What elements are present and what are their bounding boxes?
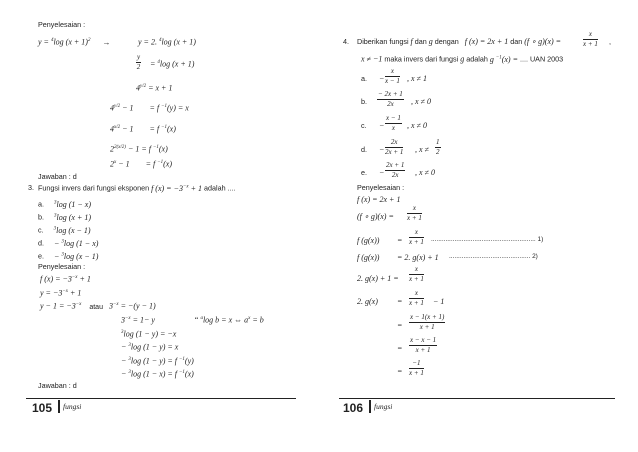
identity-note: “ $^a$log b = x ⇔ $a^x = b$ bbox=[194, 315, 264, 325]
footer-rule bbox=[26, 398, 296, 399]
option-c-label: c. bbox=[361, 121, 367, 130]
question-number: 4. bbox=[343, 37, 349, 46]
page-number: 106 bbox=[343, 401, 364, 415]
math-line: = bbox=[397, 344, 403, 353]
math-line: $2^{2(x/2)} - 1 = f$ $^{-1}$(x) bbox=[110, 144, 168, 154]
math-line: $4^{x/2} - 1 = f$ $^{-1}$(x) bbox=[110, 124, 176, 134]
math-line: − $^3$log (1 − y) = x bbox=[121, 342, 179, 352]
option-a: a. $^3$log (1 − x) bbox=[38, 199, 91, 209]
solution-label: Penyelesaian : bbox=[38, 262, 86, 271]
math-line: f $(x) = -3^{-x} + 1$ bbox=[40, 274, 91, 284]
math-line: = bbox=[397, 321, 403, 330]
question-text: Fungsi invers dari fungsi eksponen f $(x) = -3^{-x} + 1$ adalah .... bbox=[38, 183, 236, 193]
footer-divider bbox=[58, 400, 60, 413]
math-line: = bbox=[397, 367, 403, 376]
math-line: = bbox=[397, 297, 403, 306]
solution-label: Penyelesaian : bbox=[357, 183, 405, 192]
fraction: $\frac{x}{x - 1}$ bbox=[385, 67, 400, 85]
math-line: $4^{y/2} - 1 = f$ $^{-1}$(y) = x bbox=[110, 103, 189, 113]
math-line: 2. g(x) + 1 = bbox=[357, 274, 399, 283]
math-line: , x ≠ 0 bbox=[415, 168, 435, 177]
math-line: y = 2. $^4$log (x + 1) bbox=[138, 37, 196, 47]
solution-label: Penyelesaian : bbox=[38, 20, 86, 29]
fraction: $\frac{y}{2}$ bbox=[136, 53, 141, 71]
math-line: − bbox=[379, 121, 385, 130]
math-line: $^3$log (1 − y) = −x bbox=[121, 329, 177, 339]
math-line: , x ≠ 0 bbox=[407, 121, 427, 130]
option-b-label: b. bbox=[361, 97, 367, 106]
math-line: f (g(x)) bbox=[357, 236, 380, 245]
option-d: d. − $^3$log (1 − x) bbox=[38, 238, 99, 248]
math-line: = 2. g(x) + 1 bbox=[397, 253, 439, 262]
option-b: b. $^3$log (x + 1) bbox=[38, 212, 91, 222]
math-line: , x ≠ bbox=[415, 145, 429, 154]
math-line: y = $^4$log $(x + 1)^2$ → bbox=[38, 37, 111, 47]
footer-divider bbox=[369, 400, 371, 413]
question-number: 3. bbox=[28, 183, 34, 192]
equation-ref: ............................................. 2) bbox=[449, 253, 538, 260]
fraction: $\frac{x - 1}{x}$ bbox=[386, 114, 401, 132]
fraction: $\frac{-1}{x + 1}$ bbox=[409, 359, 424, 377]
math-line: , x ≠ 1 bbox=[407, 74, 427, 83]
fraction: $\frac{x}{x + 1}$ bbox=[409, 265, 424, 283]
math-line: f (x) = 2x + 1 bbox=[357, 195, 401, 204]
fraction: $\frac{2x + 1}{2x}$ bbox=[386, 161, 405, 179]
math-line: $4^{y/2} = x + 1$ bbox=[136, 83, 173, 93]
math-line: $y - 1 = -3^{-x}$ atau $3^{-x} = -(y - 1)$ bbox=[40, 301, 156, 311]
fraction: $\frac{- 2x + 1}{2x}$ bbox=[378, 90, 403, 108]
math-line: = bbox=[397, 236, 403, 245]
punctuation: , bbox=[609, 37, 611, 46]
fraction: $\frac{x}{x + 1}$ bbox=[407, 204, 422, 222]
math-line: $2^x - 1 = f$ $^{-1}$(x) bbox=[110, 159, 173, 169]
fraction: $\frac{x}{x + 1}$ bbox=[409, 289, 424, 307]
math-line: 2. g(x) bbox=[357, 297, 378, 306]
question-text-cont: x ≠ −1 maka invers dari fungsi g adalah g $^{-1}$(x) = .... UAN 2003 bbox=[361, 54, 564, 64]
math-line: − 1 bbox=[433, 297, 445, 306]
equation-ref: .......................................................... 1) bbox=[431, 236, 544, 243]
math-line: (f ∘ g)(x) = bbox=[357, 212, 394, 221]
math-line: − bbox=[379, 145, 385, 154]
fraction: $\frac{x - 1(x + 1)}{x + 1}$ bbox=[410, 313, 445, 331]
option-e: e. − $^3$log (x − 1) bbox=[38, 251, 99, 261]
option-d-label: d. bbox=[361, 145, 367, 154]
footer-rule bbox=[339, 398, 615, 399]
footer-label: fungsi bbox=[63, 402, 82, 411]
fraction: $\frac{x - x - 1}{x + 1}$ bbox=[410, 336, 437, 354]
math-line: − bbox=[379, 74, 385, 83]
math-line: = $^4$log (x + 1) bbox=[150, 59, 195, 69]
math-line: $y = -3^{-x} + 1$ bbox=[40, 288, 82, 298]
page-number: 105 bbox=[32, 401, 53, 415]
math-line: $3^{-x} = 1- y$ bbox=[121, 315, 155, 325]
answer: Jawaban : d bbox=[38, 172, 77, 181]
math-line: , x ≠ 0 bbox=[411, 97, 431, 106]
fraction: $\frac{1}{2}$ bbox=[436, 138, 440, 156]
math-line: f (g(x)) bbox=[357, 253, 380, 262]
fraction: $\frac{2x}{2x + 1}$ bbox=[385, 138, 404, 156]
option-c: c. $^3$log (x − 1) bbox=[38, 225, 91, 235]
option-a-label: a. bbox=[361, 74, 367, 83]
fraction: $\frac{x}{x + 1}$ bbox=[409, 228, 424, 246]
answer: Jawaban : d bbox=[38, 381, 77, 390]
question-text: Diberikan fungsi f dan g dengan f (x) = 2x + 1 dan (f ∘ g)(x) = bbox=[357, 37, 562, 46]
math-line: − bbox=[379, 168, 385, 177]
footer-label: fungsi bbox=[374, 402, 393, 411]
math-line: − $^3$log (1 − x) = f $^{-1}$(x) bbox=[121, 369, 194, 379]
fraction: $\frac{x}{x + 1}$ bbox=[583, 30, 598, 48]
right-page bbox=[319, 0, 638, 452]
math-line: − $^3$log (1 − y) = f $^{-1}$(y) bbox=[121, 356, 194, 366]
option-e-label: e. bbox=[361, 168, 367, 177]
